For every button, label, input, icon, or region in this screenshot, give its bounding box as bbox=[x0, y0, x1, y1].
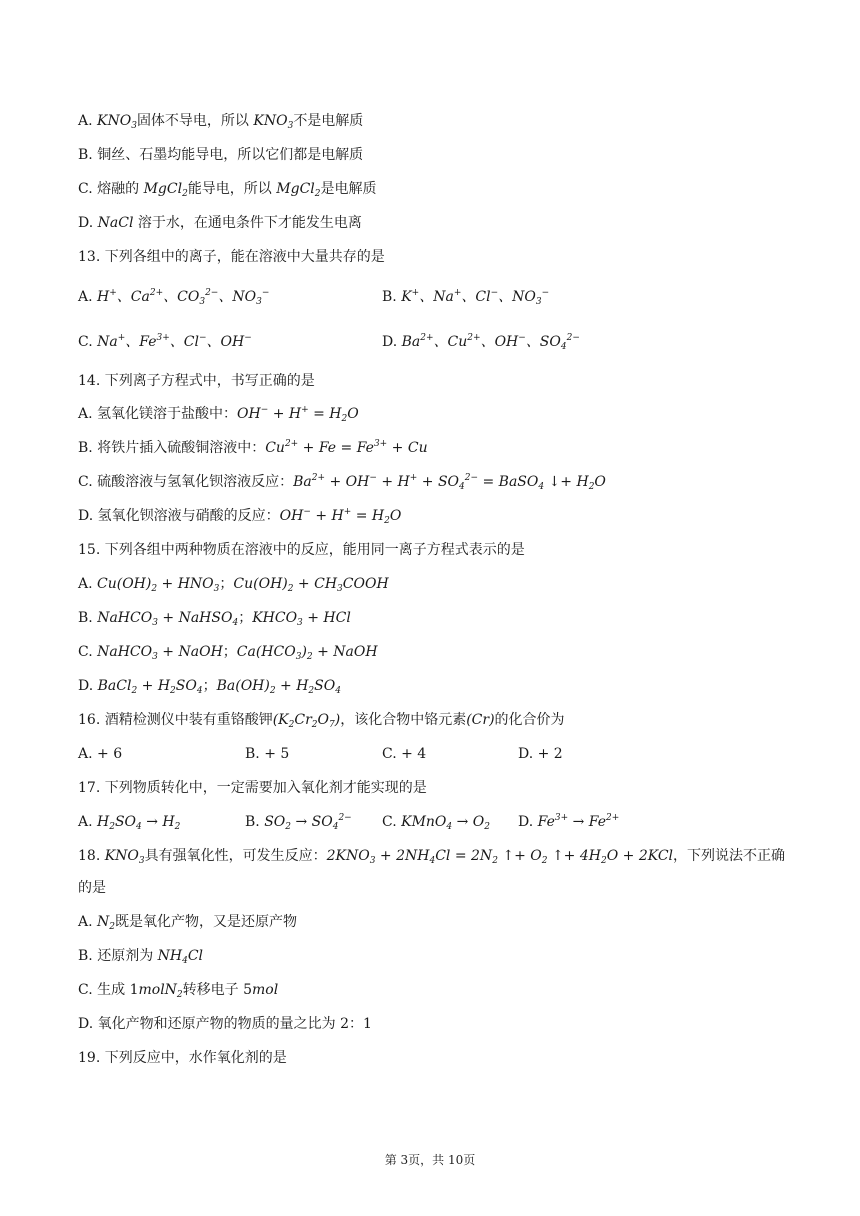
q16-option-d: D. + 2 bbox=[518, 746, 563, 762]
q16-option-a: A. + 6 bbox=[78, 746, 123, 762]
q17-stem: 17. 下列物质转化中，一定需要加入氧化剂才能实现的是 bbox=[78, 780, 427, 796]
q15-option-d: D. BaCl$_2$ + $H_2SO_4$；$Ba(OH)_2 + H_2SO_4$ bbox=[78, 678, 341, 696]
q17-option-a: A. $H_2SO_4 \to H_2$ bbox=[78, 814, 181, 832]
q15-option-c: C. NaHCO$_3$ + NaOH；$Ca(HCO_3)_2$ + NaOH bbox=[78, 644, 378, 662]
q17-option-c: C. KMnO$_4$ → $O_2$ bbox=[382, 814, 490, 832]
q12-option-c: C. 熔融的 MgCl$_2$能导电，所以 MgCl$_2$是电解质 bbox=[78, 181, 377, 199]
q15-option-a: A. $Cu(OH)_2 + HNO_3$；$Cu(OH)_2$ + $CH_3COOH$ bbox=[78, 576, 389, 594]
q18-option-a: A. $N_2$既是氧化产物，又是还原产物 bbox=[78, 914, 297, 932]
q18-option-d: D. 氧化产物和还原产物的物质的量之比为 2：1 bbox=[78, 1016, 372, 1032]
q17-option-d: D. $Fe^{3+} \to Fe^{2+}$ bbox=[518, 813, 620, 830]
q17-option-b: B. $SO_2 \to SO_4^{2-}$ bbox=[245, 813, 352, 832]
q14-stem: 14. 下列离子方程式中，书写正确的是 bbox=[78, 373, 315, 389]
q16-option-c: C. + 4 bbox=[382, 746, 427, 762]
q13-option-c: C. Na+、$Fe^{3+}$、Cl−、OH− bbox=[78, 333, 252, 350]
q13-option-b: B. K+、Na+、Cl−、$NO_3^-$ bbox=[382, 288, 550, 307]
q14-option-d: D. 氢氧化钡溶液与硝酸的反应：$OH^- + H^+ = H_2O$ bbox=[78, 507, 402, 526]
q15-option-b: B. NaHCO$_3$ + NaHSO$_4$；$KHCO_3$ + HCl bbox=[78, 610, 351, 628]
q18-stem-line2: 的是 bbox=[78, 880, 106, 896]
q14-option-c: C. 硫酸溶液与氢氧化钡溶液反应：$Ba^{2+} + OH^- + H^+ + SO_4^{2-}$ = BaSO$_4$ ↓+ $H_2O$ bbox=[78, 473, 606, 492]
page-footer: 第 3页，共 10页 bbox=[384, 1153, 476, 1167]
q14-option-b: B. 将铁片插入硫酸铜溶液中：$Cu^{2+} + Fe = Fe^{3+} + Cu$ bbox=[78, 439, 428, 456]
q16-option-b: B. + 5 bbox=[245, 746, 290, 762]
q13-option-a: A. H+、$Ca^{2+}$、$CO_3^{2-}$、$NO_3^-$ bbox=[78, 288, 270, 307]
q18-stem-line1: 18. $KNO_3$具有强氧化性，可发生反应：$2KNO_3 + 2NH_4Cl = 2N_2$ ↑+ $O_2$ ↑+ $4H_2O + 2KCl$，下列说法不正确 bbox=[78, 848, 786, 866]
q16-stem: 16. 酒精检测仪中装有重铬酸钾$(K_2Cr_2O_7)$，该化合物中铬元素(Cr)的化合价为 bbox=[78, 712, 565, 730]
q14-option-a: A. 氢氧化镁溶于盐酸中：$OH^- + H^+ = H_2O$ bbox=[78, 405, 359, 424]
q15-stem: 15. 下列各组中两种物质在溶液中的反应，能用同一离子方程式表示的是 bbox=[78, 542, 525, 558]
q12-option-b: B. 铜丝、石墨均能导电，所以它们都是电解质 bbox=[78, 147, 364, 163]
q12-option-d: D. NaCl 溶于水，在通电条件下才能发生电离 bbox=[78, 215, 362, 231]
q18-option-c: C. 生成 1molN$_2$转移电子 5mol bbox=[78, 982, 279, 1000]
q12-option-a: A. $KNO_3$固体不导电，所以 $KNO_3$不是电解质 bbox=[78, 113, 364, 131]
q13-option-d: D. $Ba^{2+}$、$Cu^{2+}$、OH−、$SO_4^{2-}$ bbox=[382, 333, 580, 352]
q18-option-b: B. 还原剂为 $NH_4Cl$ bbox=[78, 948, 204, 966]
q19-stem: 19. 下列反应中，水作氧化剂的是 bbox=[78, 1050, 287, 1066]
q13-stem: 13. 下列各组中的离子，能在溶液中大量共存的是 bbox=[78, 249, 385, 265]
